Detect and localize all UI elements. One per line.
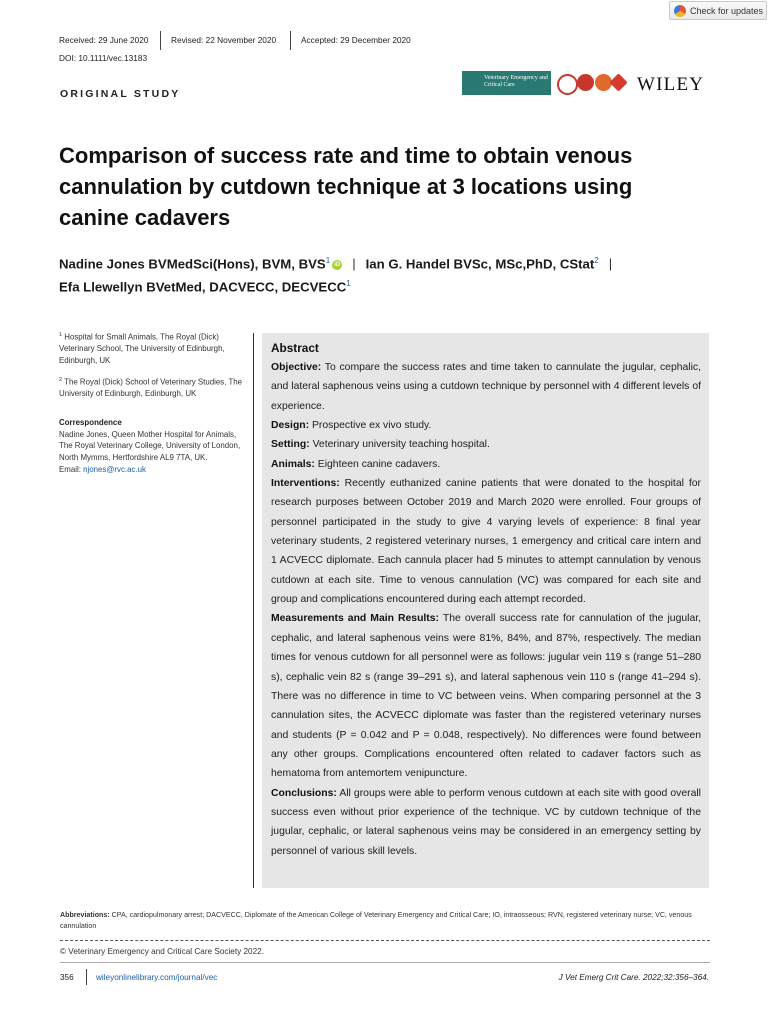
email-link[interactable]: njones@rvc.ac.uk	[83, 464, 146, 474]
abstract-setting	[271, 435, 701, 454]
affiliation-2	[59, 375, 244, 400]
author-name[interactable]: Ian G. Handel BVSc, MSc,PhD, CStat	[365, 256, 595, 272]
correspondence	[59, 417, 244, 476]
orcid-icon[interactable]: iD	[334, 261, 341, 268]
abstract-results	[271, 609, 701, 783]
author-line-2	[59, 279, 749, 294]
article-title: Comparison of success rate and time to obtain venous cannulation by cutdown technique at 3 locations using canine cadavers	[59, 143, 633, 230]
abbreviations-text: CPA, cardiopulmonary arrest; DACVECC, Diplomate of the American College of Veterinary Emergency and Critical Care; IO, intraosseous; RVN, registered veterinary nurse; VC, venous cannulation	[60, 911, 692, 930]
crossmark-icon	[674, 5, 686, 17]
check-for-updates-label: Check for updates	[690, 5, 764, 16]
affiliation-text: Hospital for Small Animals, The Royal (Dick) Veterinary School, The University of Edinburgh, Edinburgh, UK	[59, 332, 225, 366]
copyright: © Veterinary Emergency and Critical Care Society 2022.	[60, 947, 264, 956]
abstract-label: Objective:	[271, 362, 322, 373]
author-name[interactable]: Nadine Jones BVMedSci(Hons), BVM, BVS	[59, 256, 326, 272]
abstract-interventions	[271, 474, 701, 609]
author-affiliation-sup: 1	[325, 256, 331, 265]
abstract-objective	[271, 358, 701, 416]
author-affiliation-sup: 2	[594, 256, 599, 265]
footer-divider	[86, 969, 87, 985]
abstract-animals	[271, 455, 701, 474]
abstract-text: To compare the success rates and time taken to cannulate the jugular, cephalic, and lateral saphenous veins using a cutdown technique by personnel with 4 different levels of experience.	[271, 362, 701, 412]
correspondence-text: Nadine Jones, Queen Mother Hospital for Animals, The Royal Veterinary College, University of London, North Mymms, Hertfordshire AL9 7TA, UK.	[59, 429, 241, 463]
abstract-text: Recently euthanized canine patients that were donated to the hospital for research purposes between October 2019 and March 2020 were enrolled. Four groups of personnel participated in the study to give 4 varying levels of experience: 8 final year veterinary students, 2 registered veterinary nurses, 1 emergency and critical care intern and 1 ACVECC diplomate. Each cannula placer had 5 minutes to attempt cannulation by venous cutdown at each site. Time to venous cannulation (VC) was compared for each site and group and complications encountered during each attempt recorded.	[271, 478, 701, 606]
abstract-text: Eighteen canine cadavers.	[317, 458, 441, 470]
abstract-design	[271, 416, 701, 435]
publisher-logo: WILEY	[637, 74, 705, 95]
author-separator: |	[608, 256, 613, 272]
author-separator: |	[352, 256, 356, 272]
abstract-label: Animals:	[271, 458, 315, 470]
author-line-1	[59, 256, 749, 271]
header-divider	[290, 31, 291, 50]
abstract-label: Design:	[271, 420, 310, 432]
author-name[interactable]: Efa Llewellyn BVetMed, DACVECC, DECVECC	[59, 279, 347, 295]
abstract-heading: Abstract	[271, 341, 319, 355]
abstract-text: Prospective ex vivo study.	[312, 420, 432, 432]
affiliation-1	[59, 330, 244, 367]
email-label: Email:	[59, 464, 84, 474]
page-number: 356	[60, 973, 74, 982]
citation: J Vet Emerg Crit Care. 2022;32:356–364.	[558, 973, 709, 982]
accepted-date: Accepted: 29 December 2020	[301, 35, 411, 45]
dashed-divider	[60, 940, 710, 941]
abstract-label: Setting:	[271, 439, 310, 451]
abstract-label: Conclusions:	[271, 787, 337, 799]
footer-rule	[60, 962, 710, 963]
abstract-conclusions	[271, 784, 701, 861]
affiliation-sup: 2	[59, 377, 63, 383]
received-date: Received: 29 June 2020	[59, 35, 149, 45]
abstract-label: Interventions:	[271, 478, 340, 490]
author-affiliation-sup: 1	[346, 279, 351, 288]
abstract-text: All groups were able to perform venous cutdown at each site with good overall success even without prior experience of the technique. VC by cutdown technique of the jugular, cephalic, or lateral saphenous veins may be considered in an emergency setting by personnel of various skill levels.	[271, 787, 701, 857]
abstract-rule	[253, 333, 254, 888]
journal-logo: Veterinary Emergency and Critical Care	[462, 71, 551, 95]
society-badge-icon	[557, 74, 578, 95]
abstract-label: Measurements and Main Results:	[271, 613, 440, 625]
abbreviations-label: Abbreviations:	[60, 911, 110, 919]
abstract-body	[271, 358, 701, 861]
doi[interactable]: DOI: 10.1111/vec.13183	[59, 53, 148, 63]
revised-date: Revised: 22 November 2020	[171, 35, 277, 45]
abstract-text: Veterinary university teaching hospital.	[312, 439, 490, 451]
abstract-text: The overall success rate for cannulation of the jugular, cephalic, and lateral saphenous veins were 81%, 84%, and 87%, respectively. The median times for venous cutdown for all personnel were as follows: jugular vein 119 s (range 51–280 s), cephalic vein 82 s (range 39–291 s), and lateral saphenous vein 110 s (range 41–294 s). There was no difference in time to VC between veins. When comparing personnel at the 3 cannulation sites, the ACVECC diplomate was faster than the registered veterinary nurses and students (P = 0.042 and P = 0.048, respectively). No differences were found between any other groups. Complications encountered often related to cadaver factors such as hematoma from antemortem venipuncture.	[271, 613, 702, 780]
section-label: ORIGINAL STUDY	[60, 88, 181, 100]
journal-url-link[interactable]: wileyonlinelibrary.com/journal/vec	[96, 973, 218, 982]
correspondence-heading: Correspondence	[59, 418, 122, 427]
society-badge-icon	[577, 74, 594, 91]
check-for-updates-button[interactable]	[669, 1, 767, 20]
abbreviations	[60, 910, 710, 932]
affiliation-sup: 1	[59, 332, 63, 338]
society-badge-icon	[609, 73, 627, 91]
affiliation-text: The Royal (Dick) School of Veterinary Studies, The University of Edinburgh, Edinburgh, UK	[59, 377, 243, 399]
header-divider	[160, 31, 161, 50]
